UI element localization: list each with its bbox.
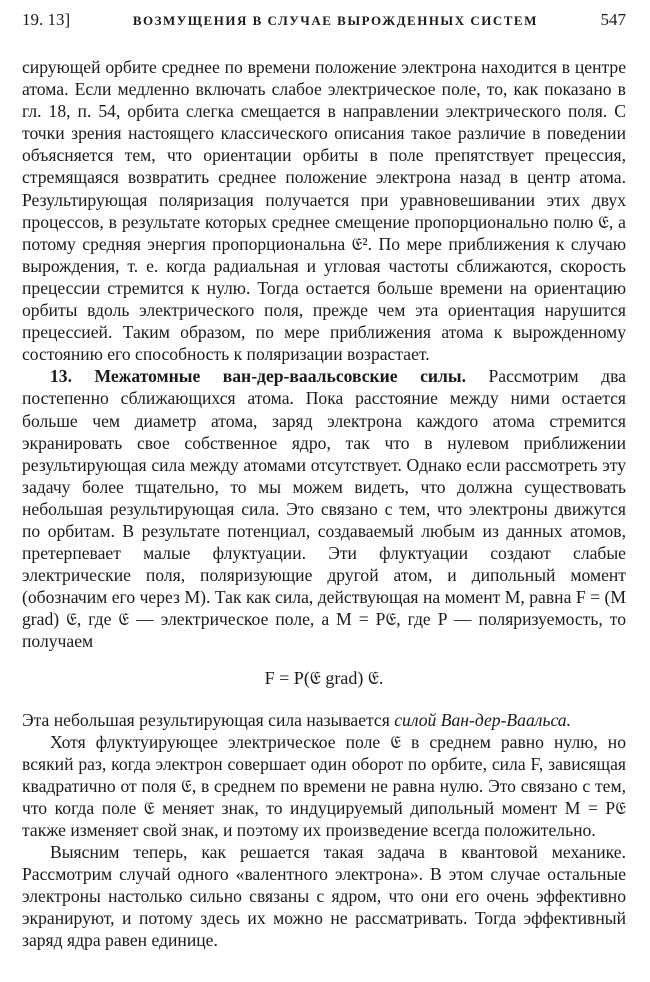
paragraph-quantum-mechanics: Выясним теперь, как решается такая задача в квантовой механике. Рассмотрим случай одного «валентного электрона». В этом случае остальные электроны настолько сильно связаны с ядром, что они его очень эффективно экранируют, и потому здесь их можно не рассматривать. Тогда эффективный заряд ядра равен единице. <box>22 842 626 951</box>
definition-emphasis: силой Ван-дер-Ваальса. <box>394 709 571 730</box>
running-header <box>22 10 626 36</box>
paragraph-van-der-waals-definition <box>22 709 626 731</box>
section-13-text: Рассмотрим два постепенно сближающихся атома. Пока расстояние между ними остается больше чем диаметр атома, заряд электрона каждого атома стремится экранировать свое собственное ядро, так что в нулевом приближении результирующая сила между атомами отсутствует. Однако если рассмотреть эту задачу более тщательно, то мы можем видеть, что должна существовать небольшая результирующая сила. Это связано с тем, что электроны движутся по орбитам. В результате потенциал, создаваемый любым из данных атомов, претерпевает малые флуктуации. Эти флуктуации создают слабые электрические поля, поляризующие другой атом, и дипольный момент (обозначим его через M). Так как сила, действующая на момент M, равна F = (M grad) 𝔈, где 𝔈 — электрическое поле, а M = P𝔈, где P — поляризуемость, то получаем <box>22 366 626 652</box>
paragraph-continued: сирующей орбите среднее по времени положение электрона находится в центре атома. Если медленно включать слабое электрическое поле, то, как показано в гл. 18, п. 54, орбита слегка смещается в направлении электрического поля. С точки зрения настоящего классического описания такое различие в поведении объясняется тем, что ориентации орбиты в поле препятствует прецессия, стремящаяся возвратить среднее положение электрона назад в центр атома. Результирующая поляризация получается при уравновешивании этих двух процессов, в результате которых среднее смещение пропорционально полю 𝔈, а потому средняя энергия пропорциональна 𝔈². По мере приближения к случаю вырождения, т. е. когда радиальная и угловая частоты сближаются, скорость прецессии стремится к нулю. Тогда остается больше времени на ориентацию орбиты вдоль электрического поля, прежде чем эта ориентация нарушится прецессией. Таким образом, по мере приближения атома к вырожденному состоянию его способность к поляризации возрастает. <box>22 57 626 365</box>
paragraph-fluctuating-field: Хотя флуктуирующее электрическое поле 𝔈 в среднем равно нулю, но всякий раз, когда электрон совершает один оборот по орбите, сила F, зависящая квадратично от поля 𝔈, в среднем по времени не равна нулю. Это связано с тем, что когда поле 𝔈 меняет знак, то индуцируемый дипольный момент M = P𝔈 также изменяет свой знак, и поэтому их произведение всегда положительно. <box>22 731 626 840</box>
definition-text: Эта небольшая результирующая сила называется <box>22 709 395 730</box>
section-13-paragraph <box>22 365 626 652</box>
page-number: 547 <box>600 10 626 29</box>
section-reference: 19. 13] <box>22 10 71 29</box>
running-title: ВОЗМУЩЕНИЯ В СЛУЧАЕ ВЫРОЖДЕННЫХ СИСТЕМ <box>132 13 538 28</box>
formula-van-der-waals-force: F = P(𝔈 grad) 𝔈. <box>264 667 384 688</box>
body-text <box>22 56 626 952</box>
section-heading: 13. Межатомные ван-дер-ваальсовские силы. <box>50 366 467 387</box>
